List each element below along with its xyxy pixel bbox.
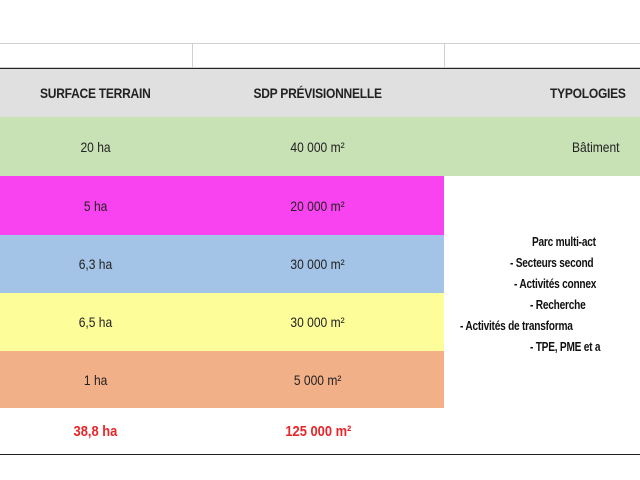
- typology-line: - Activités de transforma: [460, 318, 573, 333]
- typology-line: - Secteurs second: [510, 255, 594, 270]
- table-cell-surface: 6,5 ha: [0, 293, 193, 352]
- table-cell-surface: 20 ha: [0, 117, 193, 177]
- typology-line: - Activités connex: [514, 276, 597, 291]
- table-cell-sdp: 30 000 m²: [192, 293, 445, 352]
- typology-line: - TPE, PME et a: [530, 339, 601, 354]
- column-header-sdp: [192, 68, 445, 118]
- table-cell-surface: 1 ha: [0, 351, 193, 409]
- empty-cell: [0, 43, 193, 68]
- empty-cell: [444, 43, 640, 68]
- column-header-label: SDP PRÉVISIONNELLE: [253, 85, 383, 101]
- table-cell-typology: Bâtiment: [444, 117, 640, 177]
- total-surface: 38,8 ha: [0, 408, 193, 455]
- table-cell-sdp: 30 000 m²: [192, 235, 445, 294]
- table-cell-sdp: 5 000 m²: [192, 351, 445, 409]
- column-header-label: SURFACE TERRAIN: [40, 85, 151, 101]
- column-header-label: TYPOLOGIES: [550, 85, 626, 101]
- column-header-typologies: [444, 68, 640, 118]
- empty-cell: [444, 408, 640, 455]
- typology-line: Parc multi-act: [532, 234, 596, 249]
- column-header-surface: [0, 68, 193, 118]
- table-cell-surface: 6,3 ha: [0, 235, 193, 294]
- table-cell-sdp: 40 000 m²: [192, 117, 445, 177]
- table-cell-sdp: 20 000 m²: [192, 176, 445, 236]
- total-sdp: 125 000 m²: [192, 408, 445, 455]
- merged-typology-cell: [444, 176, 640, 409]
- empty-cell: [192, 43, 445, 68]
- table-cell-surface: 5 ha: [0, 176, 193, 236]
- typology-line: - Recherche: [530, 297, 586, 312]
